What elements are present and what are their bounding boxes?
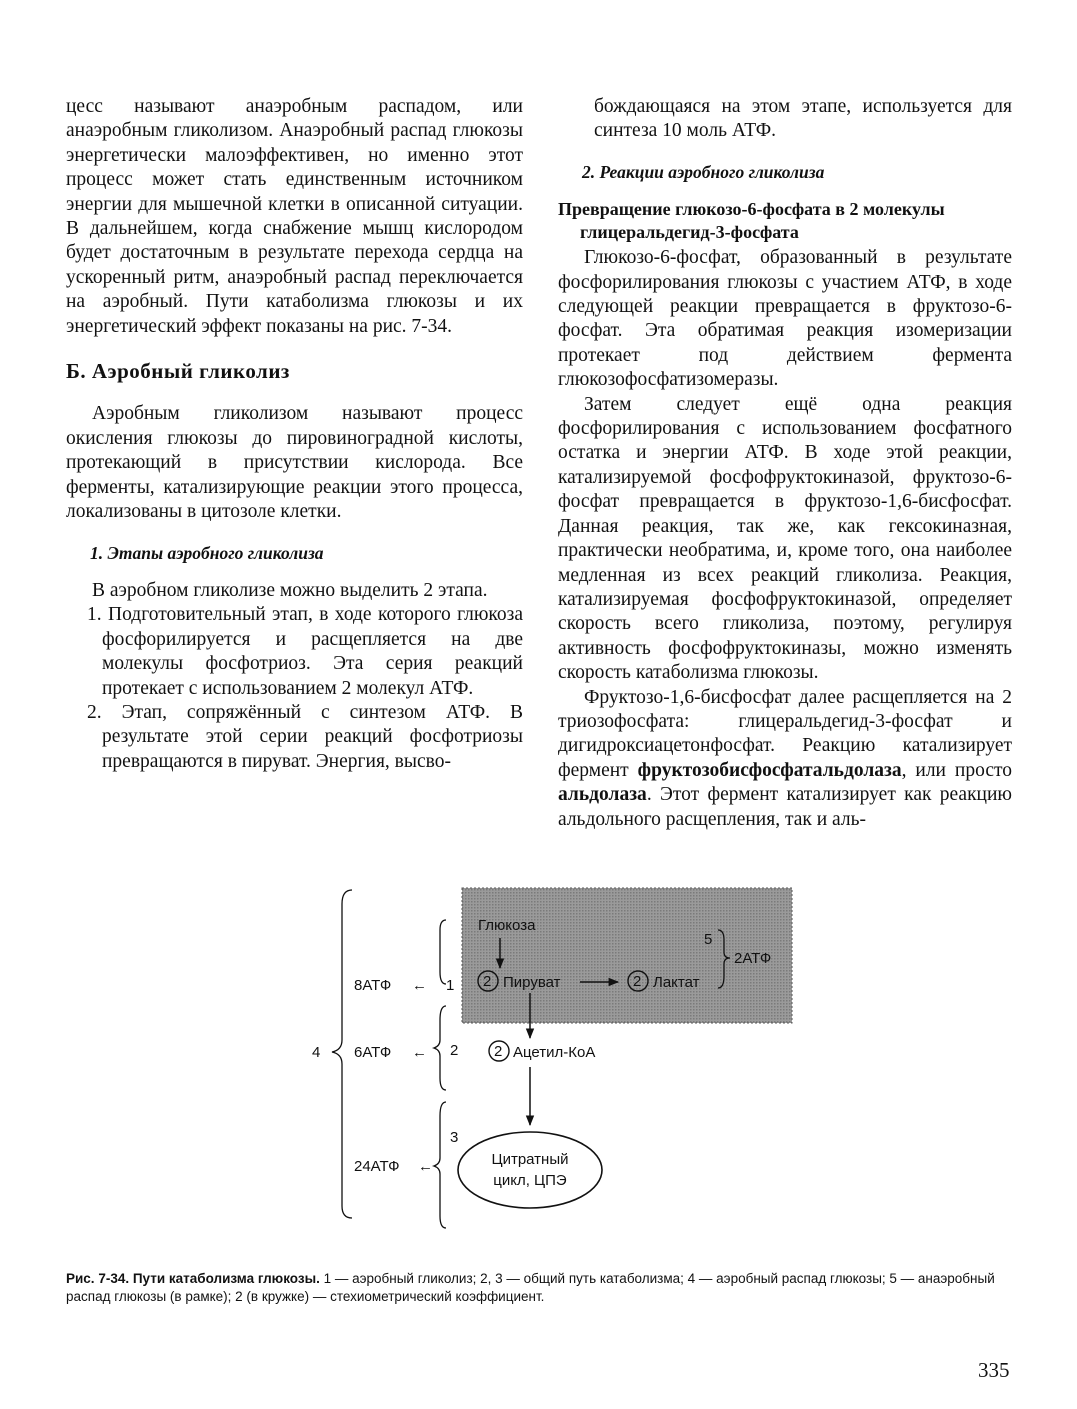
section-paragraph: Аэробным гликолизом называют процесс окисления глюкозы до пировиноградной кислоты, протекающий в присутствии кислорода. Все ферменты, катализирующие реакции этого процесса, локализованы в цитозоле клетки. <box>66 403 523 523</box>
paragraph-phosphofructokinase: Затем следует ещё одна реакция фосфорилирования с использованием фосфатного остатка и энергии АТФ. В ходе этой реакции, катализируемой фосфофруктокиназой, фруктозо-6-фосфат превращается в фруктозо-1,6-бисфосфат. Данная реакция, так же, как гексокиназная, практически необратима, и, кроме того, она наиболее медленная из всех реакций гликолиза. Реакция, катализируемая фосфофруктокиназой, определяет скорость всего гликолиза, поэтому, регулируя активность фосфофруктокиназы, можно изменять скорость катаболизма глюкозы. <box>558 393 1012 684</box>
coef-pyruvate: 2 <box>483 973 492 990</box>
stage-1-bracket <box>440 920 446 984</box>
subsection-heading-reactions: 2. Реакции аэробного гликолиза <box>582 161 825 182</box>
catabolism-diagram <box>300 880 820 1230</box>
figure-caption <box>66 1270 1014 1306</box>
intro-paragraph: цесс называют анаэробным распадом, или анаэробным гликолизом. Анаэробный распад глюкозы энергетически малоэффективен, но именно этот процесс может стать единственным источником энергии для мышечной клетки в описанной ситуации. В дальнейшем, когда снабжение мышц кислородом будет достаточным в результате перехода сердца на ускоренный ритм, анаэробный распад переключается на аэробный. Пути катаболизма глюкозы и их энергетический эффект показаны на рис. 7-34. <box>66 96 523 337</box>
paragraph-aldolase <box>558 686 1012 832</box>
stage-1-label: 1 <box>446 977 455 994</box>
page-number: 335 <box>978 1358 1010 1382</box>
left-arrow-1: ← <box>412 977 427 994</box>
coef-acetyl: 2 <box>494 1043 503 1060</box>
cycle-line-1: Цитратный <box>491 1151 569 1168</box>
paragraph-isomerization: Глюкозо-6-фосфат, образованный в результате фосфорилирования глюкозы с участием АТФ, в ходе следующей реакции превращается в фруктозо-6-фосфат. Эта обратимая реакция изомеризации протекает под действием фермента глюкозофосфатизомеразы. <box>558 247 1012 391</box>
coef-lactate: 2 <box>633 973 642 990</box>
section-heading: Б. Аэробный гликолиз <box>66 359 290 384</box>
total-bracket <box>332 890 352 1218</box>
aldolase-text-middle: , или просто <box>901 759 1012 781</box>
citrate-cycle-ellipse <box>458 1132 602 1208</box>
total-label: 4 <box>312 1044 321 1061</box>
cycle-line-2: цикл, ЦПЭ <box>493 1172 567 1189</box>
reaction-heading: Превращение глюкозо-6-фосфата в 2 молекулы глицеральдегид-3-фосфата <box>558 199 945 243</box>
stage-3-label: 3 <box>450 1129 459 1146</box>
aldolase-text-start: Фруктозо-1,6-бисфосфат далее расщепляется на 2 триозофосфата: глицеральдегид-3-фосфат и дигидроксиацетонфосфат. Реакцию катализирует фермент <box>558 686 1012 781</box>
aldolase-text-end: . Этот фермент катализирует как реакцию альдольного расщепления, так и аль- <box>558 784 1012 830</box>
glucose-label: Глюкоза <box>478 917 536 934</box>
stages-intro-paragraph: В аэробном гликолизе можно выделить 2 этапа. <box>92 579 488 601</box>
acetyl-coa-label: Ацетил-КоА <box>513 1044 596 1061</box>
list-item: 1. Подготовительный этап, в ходе которого глюкоза фосфорилируется и расщепляется на две молекулы фосфотриоз. Эта серия реакций протекает с использованием 2 молекул АТФ. <box>87 604 523 699</box>
enzyme-short-name: альдолаза <box>558 784 647 806</box>
atp-stage-2: 6АТФ <box>354 1044 392 1061</box>
stage-3-bracket <box>434 1102 446 1228</box>
glucose-catabolism-figure <box>300 880 820 1230</box>
left-arrow-3: ← <box>418 1158 433 1175</box>
subsection-heading-stages: 1. Этапы аэробного гликолиза <box>90 542 324 563</box>
caption-label: Рис. 7-34. Пути катаболизма глюкозы. <box>66 1271 320 1286</box>
enzyme-name: фруктозобисфосфатальдолаза <box>637 759 902 781</box>
stage-2-label: 2 <box>450 1042 459 1059</box>
list-item: 2. Этап, сопряжённый с синтезом АТФ. В результате этой серии реакций фосфотриозы превращаются в пируват. Энергия, высво- <box>87 701 523 772</box>
continuation-paragraph: бождающаяся на этом этапе, используется для синтеза 10 моль АТФ. <box>594 96 1012 142</box>
caption-text: 1 — аэробный гликолиз; 2, 3 — общий путь катаболизма; 4 — аэробный распад глюкозы; 5 — анаэробный распад глюкозы (в рамке); 2 (в кружке) — стехиометрический коэффициент. <box>66 1271 995 1304</box>
atp-stage-1: 8АТФ <box>354 977 392 994</box>
atp-stage-3: 24АТФ <box>354 1158 400 1175</box>
label-5: 5 <box>704 931 713 948</box>
stage-2-bracket <box>434 1006 446 1090</box>
pyruvate-label: Пируват <box>503 974 561 991</box>
atp-anaerobic: 2АТФ <box>734 950 772 967</box>
right-column <box>558 95 1012 832</box>
lactate-label: Лактат <box>653 974 700 991</box>
left-arrow-2: ← <box>412 1044 427 1061</box>
left-column <box>66 95 523 774</box>
stages-list <box>66 603 523 774</box>
